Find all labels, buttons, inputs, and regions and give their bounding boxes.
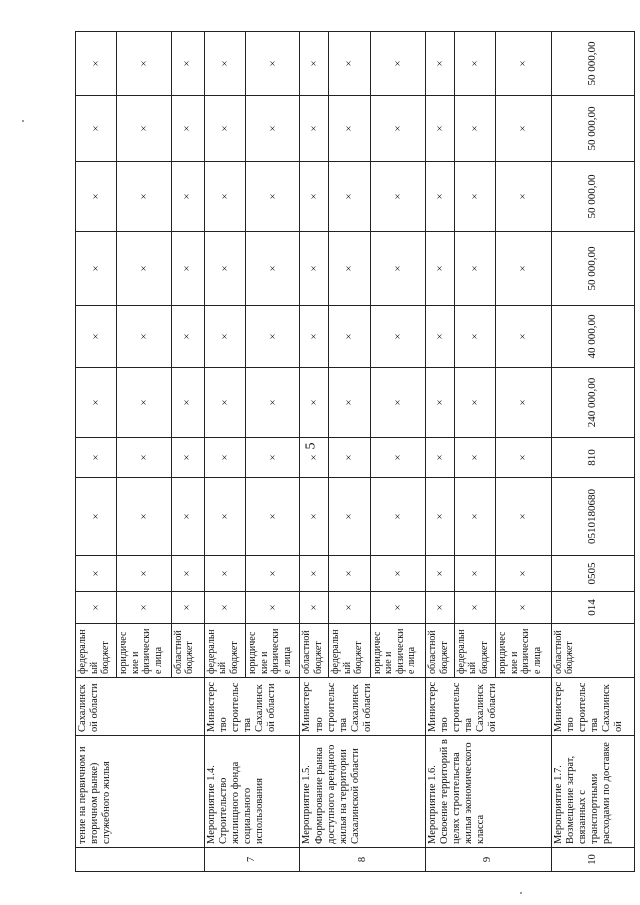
x-mark: ×: [370, 162, 425, 232]
measure-name: Мероприятие 1.4. Строительство жилищного фонда социального использования: [204, 736, 300, 848]
x-mark: ×: [171, 32, 204, 96]
x-mark: ×: [454, 162, 495, 232]
x-mark: ×: [426, 368, 455, 438]
x-mark: ×: [329, 438, 370, 478]
x-mark: ×: [171, 306, 204, 368]
x-mark: ×: [171, 478, 204, 556]
x-mark: ×: [246, 368, 300, 438]
x-mark: ×: [117, 306, 171, 368]
funding-source: областной бюджет: [300, 624, 329, 678]
x-mark: ×: [496, 438, 551, 478]
x-mark: ×: [329, 96, 370, 162]
grbs-code: 014: [551, 592, 634, 624]
funding-source: федеральный бюджет: [454, 624, 495, 678]
x-mark: ×: [370, 32, 425, 96]
x-mark: ×: [300, 306, 329, 368]
measure-name: тение на первичном и вторичном рынке) служебного жилья: [76, 736, 205, 848]
responsible-org: Сахалинской области: [76, 678, 205, 736]
x-mark: ×: [454, 96, 495, 162]
x-mark: ×: [117, 592, 171, 624]
page-number: 5: [303, 442, 319, 450]
x-mark: ×: [300, 556, 329, 592]
x-mark: ×: [426, 556, 455, 592]
x-mark: ×: [246, 592, 300, 624]
rotated-table-area: [75, 32, 635, 872]
x-mark: ×: [204, 592, 245, 624]
x-mark: ×: [370, 556, 425, 592]
x-mark: ×: [204, 96, 245, 162]
budget-table: [75, 31, 635, 872]
funding-source: юридические и физические лица: [370, 624, 425, 678]
x-mark: ×: [117, 162, 171, 232]
x-mark: ×: [76, 162, 117, 232]
x-mark: ×: [171, 556, 204, 592]
x-mark: ×: [300, 592, 329, 624]
x-mark: ×: [496, 162, 551, 232]
funding-source: областной бюджет: [426, 624, 455, 678]
x-mark: ×: [496, 306, 551, 368]
x-mark: ×: [204, 232, 245, 306]
x-mark: ×: [370, 368, 425, 438]
x-mark: ×: [454, 478, 495, 556]
x-mark: ×: [246, 232, 300, 306]
x-mark: ×: [300, 232, 329, 306]
x-mark: ×: [246, 96, 300, 162]
x-mark: ×: [171, 232, 204, 306]
x-mark: ×: [204, 556, 245, 592]
csr-code: 0510180680: [551, 478, 634, 556]
scan-speck: [520, 892, 522, 894]
measure-name: Мероприятие 1.7. Возмещение затрат, связанных с транспортными расходами по доставке: [551, 736, 634, 848]
x-mark: ×: [171, 368, 204, 438]
x-mark: ×: [300, 438, 329, 478]
scan-speck: [22, 120, 24, 122]
responsible-org: Министерство строительства Сахалинской: [551, 678, 634, 736]
x-mark: ×: [117, 478, 171, 556]
x-mark: ×: [204, 162, 245, 232]
x-mark: ×: [204, 32, 245, 96]
table-row: [300, 32, 329, 872]
x-mark: ×: [370, 592, 425, 624]
x-mark: ×: [300, 32, 329, 96]
row-index: 10: [551, 848, 634, 872]
x-mark: ×: [300, 478, 329, 556]
x-mark: ×: [454, 32, 495, 96]
amount-cell: 40 000,00: [551, 306, 634, 368]
x-mark: ×: [370, 478, 425, 556]
table-row: [76, 32, 117, 872]
x-mark: ×: [329, 162, 370, 232]
table-row: [551, 32, 634, 872]
x-mark: ×: [171, 592, 204, 624]
x-mark: ×: [76, 96, 117, 162]
amount-cell: 50 000,00: [551, 96, 634, 162]
funding-source: областной бюджет: [171, 624, 204, 678]
x-mark: ×: [171, 438, 204, 478]
x-mark: ×: [76, 232, 117, 306]
funding-source: областной бюджет: [551, 624, 634, 678]
x-mark: ×: [246, 556, 300, 592]
x-mark: ×: [329, 556, 370, 592]
x-mark: ×: [454, 232, 495, 306]
x-mark: ×: [117, 368, 171, 438]
x-mark: ×: [329, 478, 370, 556]
funding-source: федеральный бюджет: [204, 624, 245, 678]
amount-cell: 240 000,00: [551, 368, 634, 438]
x-mark: ×: [300, 162, 329, 232]
x-mark: ×: [496, 232, 551, 306]
x-mark: ×: [246, 438, 300, 478]
x-mark: ×: [76, 556, 117, 592]
x-mark: ×: [454, 368, 495, 438]
x-mark: ×: [329, 232, 370, 306]
x-mark: ×: [454, 438, 495, 478]
x-mark: ×: [496, 32, 551, 96]
table-row: [426, 32, 455, 872]
x-mark: ×: [426, 438, 455, 478]
x-mark: ×: [117, 438, 171, 478]
x-mark: ×: [496, 478, 551, 556]
x-mark: ×: [329, 368, 370, 438]
x-mark: ×: [117, 556, 171, 592]
x-mark: ×: [454, 592, 495, 624]
funding-source: федеральный бюджет: [76, 624, 117, 678]
x-mark: ×: [426, 32, 455, 96]
row-index: 7: [204, 848, 300, 872]
funding-source: юридические и физические лица: [246, 624, 300, 678]
x-mark: ×: [204, 438, 245, 478]
measure-name: Мероприятие 1.5. Формирование рынка доступного арендного жилья на территории Сахалинской области: [300, 736, 426, 848]
x-mark: ×: [454, 556, 495, 592]
row-index: 9: [426, 848, 552, 872]
x-mark: ×: [171, 162, 204, 232]
x-mark: ×: [246, 162, 300, 232]
x-mark: ×: [426, 162, 455, 232]
x-mark: ×: [76, 368, 117, 438]
x-mark: ×: [117, 32, 171, 96]
x-mark: ×: [246, 478, 300, 556]
amount-cell: 50 000,00: [551, 32, 634, 96]
x-mark: ×: [117, 96, 171, 162]
x-mark: ×: [204, 368, 245, 438]
x-mark: ×: [329, 32, 370, 96]
x-mark: ×: [496, 556, 551, 592]
amount-cell: 50 000,00: [551, 162, 634, 232]
measure-name: Мероприятие 1.6. Освоение территорий в целях строительства жилья экономического класса: [426, 736, 552, 848]
x-mark: ×: [370, 96, 425, 162]
x-mark: ×: [426, 96, 455, 162]
x-mark: ×: [329, 306, 370, 368]
x-mark: ×: [204, 478, 245, 556]
responsible-org: Министерство строительства Сахалинской области: [204, 678, 300, 736]
x-mark: ×: [117, 232, 171, 306]
x-mark: ×: [76, 438, 117, 478]
funding-source: юридические и физические лица: [117, 624, 171, 678]
rzpr-code: 0505: [551, 556, 634, 592]
amount-cell: 50 000,00: [551, 232, 634, 306]
x-mark: ×: [370, 438, 425, 478]
x-mark: ×: [426, 232, 455, 306]
row-index: 8: [300, 848, 426, 872]
x-mark: ×: [246, 306, 300, 368]
x-mark: ×: [300, 96, 329, 162]
x-mark: ×: [426, 306, 455, 368]
x-mark: ×: [496, 96, 551, 162]
x-mark: ×: [496, 368, 551, 438]
x-mark: ×: [426, 592, 455, 624]
x-mark: ×: [329, 592, 370, 624]
x-mark: ×: [370, 306, 425, 368]
x-mark: ×: [76, 306, 117, 368]
x-mark: ×: [246, 32, 300, 96]
x-mark: ×: [300, 368, 329, 438]
funding-source: юридические и физические лица: [496, 624, 551, 678]
funding-source: федеральный бюджет: [329, 624, 370, 678]
x-mark: ×: [171, 96, 204, 162]
table-row: [204, 32, 245, 872]
x-mark: ×: [370, 232, 425, 306]
vr-code: 810: [551, 438, 634, 478]
x-mark: ×: [426, 478, 455, 556]
x-mark: ×: [496, 592, 551, 624]
x-mark: ×: [76, 478, 117, 556]
responsible-org: Министерство строительства Сахалинской области: [426, 678, 552, 736]
x-mark: ×: [454, 306, 495, 368]
responsible-org: Министерство строительства Сахалинской области: [300, 678, 426, 736]
x-mark: ×: [76, 592, 117, 624]
x-mark: ×: [76, 32, 117, 96]
x-mark: ×: [204, 306, 245, 368]
